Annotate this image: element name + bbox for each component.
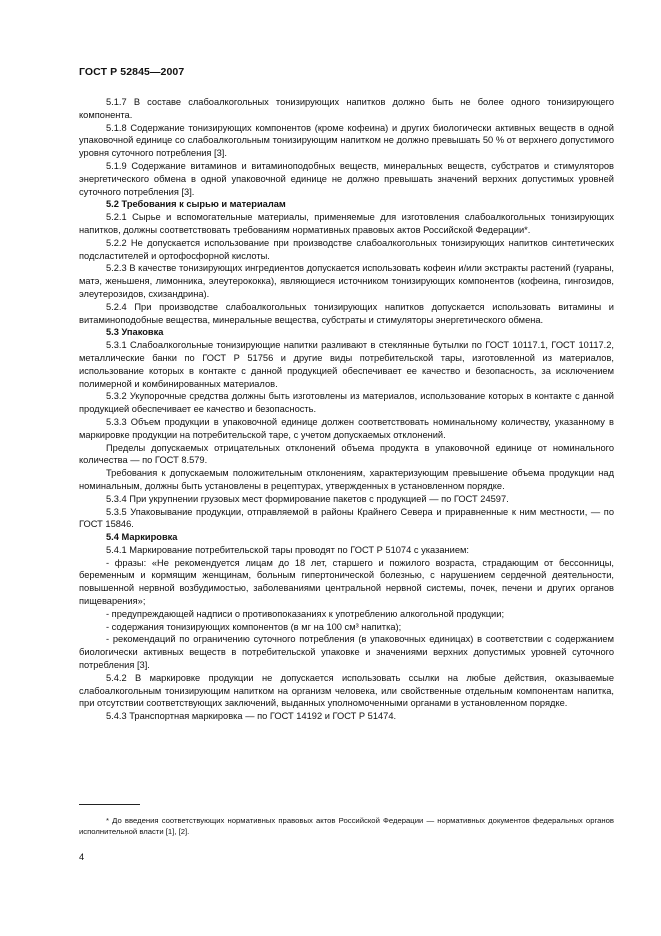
list-item-warning-phrase: - фразы: «Не рекомендуется лицам до 18 лет, старшего и пожилого возраста, страдающим от бессонницы, беременным и кормящим женщинам, больным гипертонической болезнью, с нарушением сердечной деятельности, повышенной нервной возбудимостью, заболеваниями центральной нервной системы, почек, печени и других органов пищеварения»; — [79, 557, 614, 607]
section-heading-5-2: 5.2 Требования к сырью и материалам — [106, 199, 286, 210]
clause-5-2-1: 5.2.1 Сырье и вспомогательные материалы, применяемые для изготовления слабоалкогольных тонизирующих напитков, должны соответствовать требованиям нормативных правовых актов Российской Федерации*. — [79, 212, 614, 235]
clause-5-3-3-tolerance-positive: Требования к допускаемым положительным отклонениям, характеризующим превышение объема продукции над номинальным, должны быть установлены в рецептурах, утвержденных в установленном порядке. — [79, 468, 614, 491]
clause-5-2-4: 5.2.4 При производстве слабоалкогольных тонизирующих напитков допускается использовать витамины и витаминоподобные вещества, минеральные вещества, субстраты и стимуляторы энергетического обмена. — [79, 301, 614, 325]
clause-5-3-5: 5.3.5 Упаковывание продукции, отправляемой в районы Крайнего Севера и приравненные к ним местности, — по ГОСТ 15846. — [79, 506, 614, 530]
clause-5-3-4: 5.3.4 При укрупнении грузовых мест формирование пакетов с продукцией — по ГОСТ 24597. — [106, 493, 509, 504]
clause-5-4-3: 5.4.3 Транспортная маркировка — по ГОСТ 14192 и ГОСТ Р 51474. — [106, 711, 397, 722]
footnote-divider — [79, 804, 140, 805]
clause-5-3-1: 5.3.1 Слабоалкогольные тонизирующие напитки разливают в стеклянные бутылки по ГОСТ 10117.1, ГОСТ 10117.2, металлические банки по ГОСТ Р 51756 и другие виды потребительской тары, изготовленной из материалов, использование которых в контакте с данной продукцией обеспечивает ее качество и безопасность, за исключением полимерной и комбинированных материалов. — [79, 340, 614, 389]
section-heading-5-4: 5.4 Маркировка — [106, 532, 178, 543]
clause-5-4-2: 5.4.2 В маркировке продукции не допускается использовать ссылки на любые действия, оказываемые слабоалкогольным тонизирующим напитком на организм человека, или свойственные отдельным компонентам напитка, при отсутствии соответствующих заключений, выданных уполномоченными органами в установленном порядке. — [79, 672, 614, 709]
clause-5-1-7: 5.1.7 В составе слабоалкогольных тонизирующих напитков должно быть не более одного тонизирующего компонента. — [79, 97, 614, 120]
footnote — [79, 815, 614, 837]
body-text — [79, 96, 614, 723]
list-item-contraindication: - предупреждающей надписи о противопоказаниях к употреблению алкогольной продукции; — [106, 608, 505, 619]
clause-5-4-1: 5.4.1 Маркирование потребительской тары проводят по ГОСТ Р 51074 с указанием: — [106, 544, 469, 555]
clause-5-2-2: 5.2.2 Не допускается использование при производстве слабоалкогольных тонизирующих напитков синтетических подсластителей и ортофосфорной кислоты. — [79, 237, 614, 261]
page-number: 4 — [79, 852, 85, 862]
clause-5-1-8: 5.1.8 Содержание тонизирующих компонентов (кроме кофеина) и других биологически активных веществ в одной упаковочной единице со слабоалкогольным тонизирующим напитком не должно превышать 50 % от верхнего допустимого уровня суточного потребления [3]. — [79, 122, 614, 159]
clause-5-3-3-tolerance-negative: Пределы допускаемых отрицательных отклонений объема продукта в упаковочной единице от номинального количества — по ГОСТ 8.579. — [79, 442, 614, 466]
clause-5-3-3: 5.3.3 Объем продукции в упаковочной единице должен соответствовать номинальному количеству, указанному в маркировке продукции на потребительской таре, с учетом допускаемых отклонений. — [79, 416, 614, 440]
clause-5-2-3: 5.2.3 В качестве тонизирующих ингредиентов допускается использовать кофеин и/или экстракты растений (гуараны, матэ, женьшеня, лимонника, элеутерококка), являющиеся источником тонизирующих компонентов (кофеина, гингозидов, элеутерозидов, схизандрина). — [79, 263, 614, 299]
list-item-tonic-content: - содержания тонизирующих компонентов (в мг на 100 см³ напитка); — [106, 621, 402, 632]
section-heading-5-3: 5.3 Упаковка — [106, 327, 164, 338]
clause-5-3-2: 5.3.2 Укупорочные средства должны быть изготовлены из материалов, использование которых в контакте с данной продукцией обеспечивает ее качество и безопасность. — [79, 391, 614, 415]
list-item-daily-intake: - рекомендаций по ограничению суточного потребления (в упаковочных единицах) в соответствии с содержанием биологически активных веществ в потребительской упаковке и значениями верхних допустимых уровней суточного потребления [3]. — [79, 634, 614, 671]
document-header: ГОСТ Р 52845—2007 — [79, 66, 185, 78]
clause-5-1-9: 5.1.9 Содержание витаминов и витаминоподобных веществ, минеральных веществ, субстратов и стимуляторов энергетического обмена в одной упаковочной единице не должно превышать значений верхних допустимых уровней суточного потребления [3]. — [79, 160, 614, 197]
footnote-text: * До введения соответствующих нормативных правовых актов Российской Федерации — нормативных документов федеральных органов исполнительной власти [1], [2]. — [79, 816, 614, 836]
